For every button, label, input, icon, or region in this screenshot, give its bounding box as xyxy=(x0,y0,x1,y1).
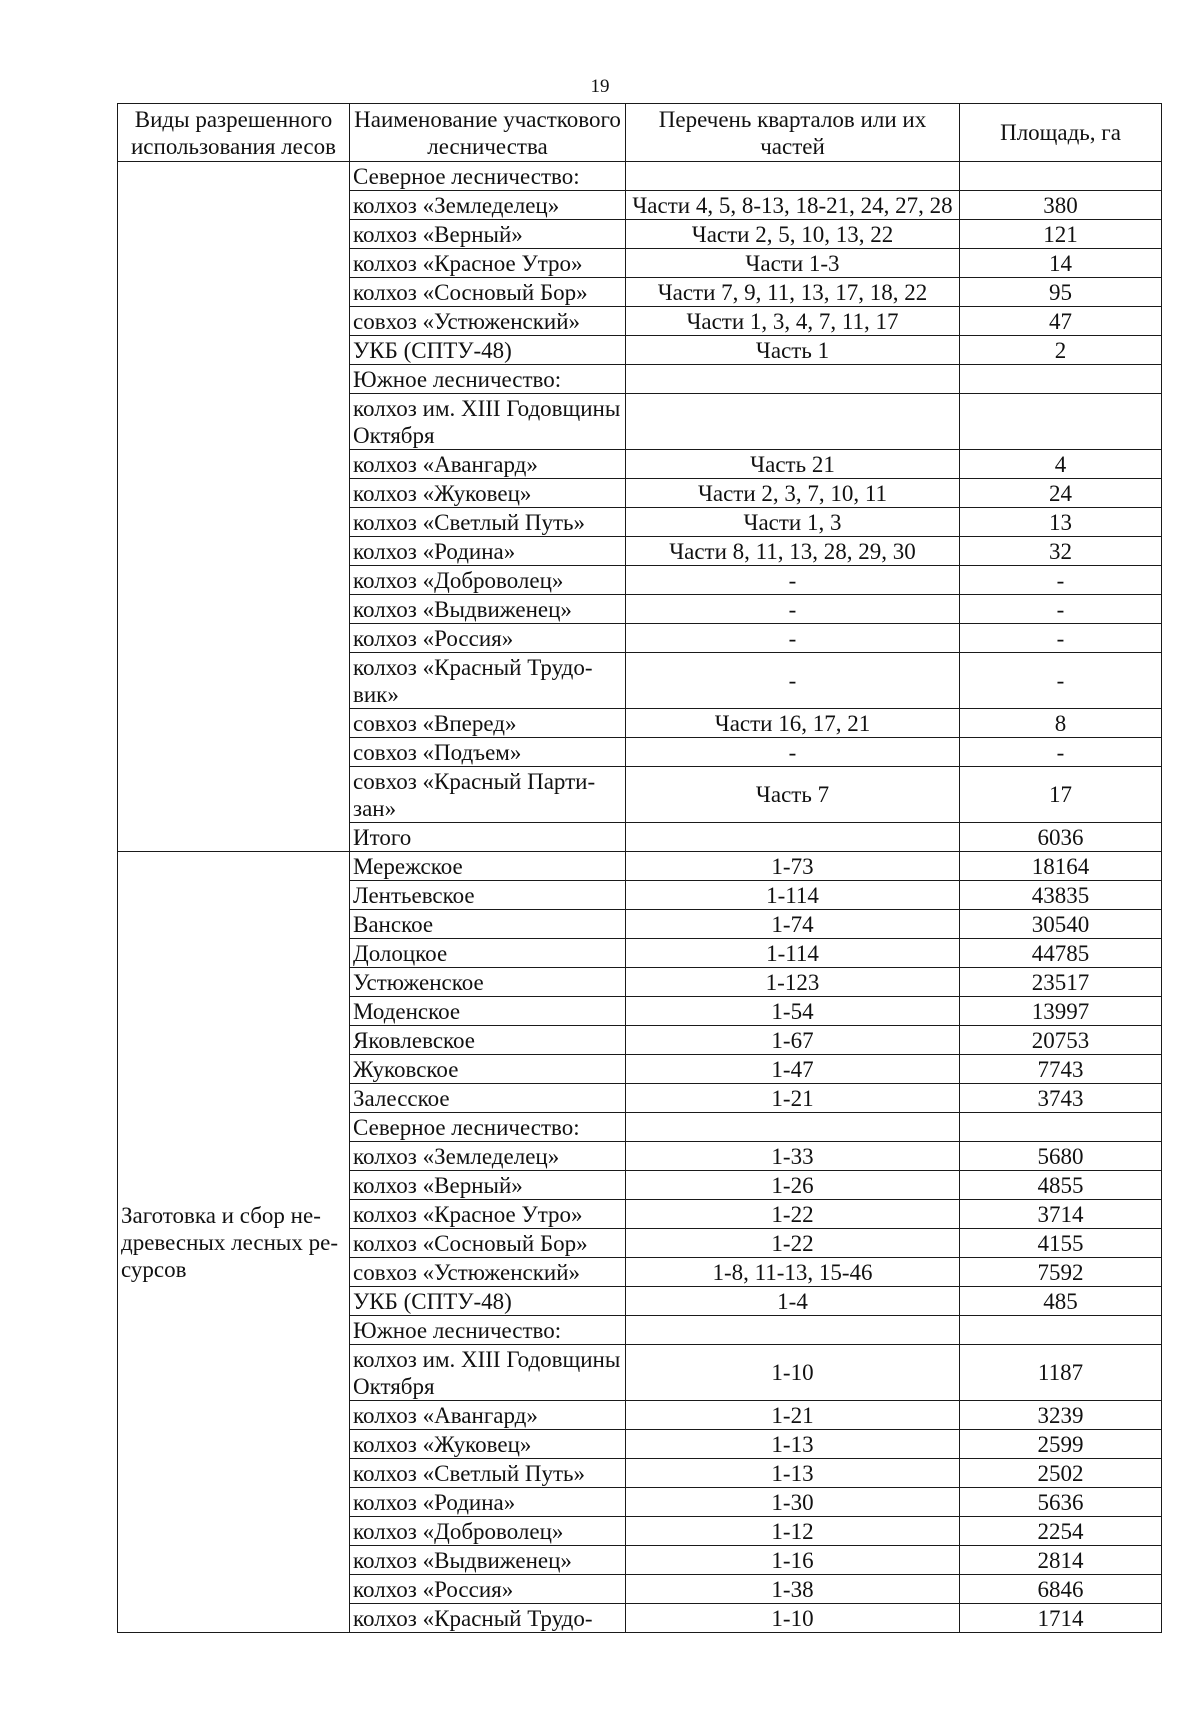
quarters-cell xyxy=(626,1316,960,1345)
quarters-cell: 1-73 xyxy=(626,852,960,881)
table-row xyxy=(118,852,1162,881)
forestry-name-cell: колхоз «Выдвиженец» xyxy=(350,1546,626,1575)
forestry-name-cell: Итого xyxy=(350,823,626,852)
forestry-name-cell: Яковлевское xyxy=(350,1026,626,1055)
area-cell: 24 xyxy=(960,479,1162,508)
forestry-name-cell: Мережское xyxy=(350,852,626,881)
quarters-cell: 1-38 xyxy=(626,1575,960,1604)
area-cell: 6036 xyxy=(960,823,1162,852)
forestry-name-cell: Жуковское xyxy=(350,1055,626,1084)
area-cell: 13 xyxy=(960,508,1162,537)
quarters-cell: Часть 7 xyxy=(626,767,960,823)
header-forestry-name: Наименование участкового лесничества xyxy=(350,104,626,162)
area-cell: - xyxy=(960,566,1162,595)
forest-use-table xyxy=(117,103,1162,1633)
quarters-cell: 1-21 xyxy=(626,1401,960,1430)
quarters-cell: 1-21 xyxy=(626,1084,960,1113)
quarters-cell: - xyxy=(626,624,960,653)
quarters-cell: 1-16 xyxy=(626,1546,960,1575)
forestry-name-cell: совхоз «Устюженский» xyxy=(350,1258,626,1287)
quarters-cell: 1-74 xyxy=(626,910,960,939)
forestry-name-cell: колхоз им. XIII Годовщины Октября xyxy=(350,1345,626,1401)
area-cell: 18164 xyxy=(960,852,1162,881)
forestry-name-cell: Северное лесничество: xyxy=(350,162,626,191)
quarters-cell: 1-67 xyxy=(626,1026,960,1055)
forestry-name-cell: совхоз «Устюженский» xyxy=(350,307,626,336)
area-cell: 3239 xyxy=(960,1401,1162,1430)
area-cell: 2254 xyxy=(960,1517,1162,1546)
quarters-cell: Часть 21 xyxy=(626,450,960,479)
area-cell: 14 xyxy=(960,249,1162,278)
forestry-name-cell: колхоз «Верный» xyxy=(350,1171,626,1200)
quarters-cell: - xyxy=(626,738,960,767)
area-cell: 5680 xyxy=(960,1142,1162,1171)
area-cell: 47 xyxy=(960,307,1162,336)
quarters-cell: - xyxy=(626,566,960,595)
quarters-cell: 1-54 xyxy=(626,997,960,1026)
forestry-name-cell: Долоцкое xyxy=(350,939,626,968)
quarters-cell: - xyxy=(626,653,960,709)
forestry-name-cell: колхоз «Земледелец» xyxy=(350,191,626,220)
table-body xyxy=(118,162,1162,1633)
area-cell: 5636 xyxy=(960,1488,1162,1517)
forestry-name-cell: совхоз «Красный Парти-зан» xyxy=(350,767,626,823)
area-cell: - xyxy=(960,738,1162,767)
forestry-name-cell: колхоз «Светлый Путь» xyxy=(350,1459,626,1488)
forestry-name-cell: колхоз «Светлый Путь» xyxy=(350,508,626,537)
forestry-name-cell: Южное лесничество: xyxy=(350,365,626,394)
header-quarters: Перечень кварталов или их частей xyxy=(626,104,960,162)
area-cell: 2 xyxy=(960,336,1162,365)
area-cell: 3743 xyxy=(960,1084,1162,1113)
area-cell: - xyxy=(960,653,1162,709)
area-cell: 4155 xyxy=(960,1229,1162,1258)
area-cell: 4 xyxy=(960,450,1162,479)
forestry-name-cell: совхоз «Вперед» xyxy=(350,709,626,738)
quarters-cell: - xyxy=(626,595,960,624)
area-cell xyxy=(960,394,1162,450)
area-cell xyxy=(960,162,1162,191)
area-cell: 4855 xyxy=(960,1171,1162,1200)
quarters-cell: 1-123 xyxy=(626,968,960,997)
forestry-name-cell: колхоз «Родина» xyxy=(350,1488,626,1517)
forestry-name-cell: колхоз «Авангард» xyxy=(350,1401,626,1430)
forestry-name-cell: колхоз «Жуковец» xyxy=(350,1430,626,1459)
quarters-cell: 1-22 xyxy=(626,1200,960,1229)
forestry-name-cell: Северное лесничество: xyxy=(350,1113,626,1142)
area-cell: 13997 xyxy=(960,997,1162,1026)
quarters-cell: Части 1, 3, 4, 7, 11, 17 xyxy=(626,307,960,336)
use-type-cell xyxy=(118,162,350,852)
area-cell: 1187 xyxy=(960,1345,1162,1401)
quarters-cell: Части 7, 9, 11, 13, 17, 18, 22 xyxy=(626,278,960,307)
quarters-cell: 1-10 xyxy=(626,1604,960,1633)
area-cell: 43835 xyxy=(960,881,1162,910)
area-cell: 20753 xyxy=(960,1026,1162,1055)
area-cell: 32 xyxy=(960,537,1162,566)
area-cell: - xyxy=(960,624,1162,653)
area-cell: 380 xyxy=(960,191,1162,220)
forestry-name-cell: УКБ (СПТУ-48) xyxy=(350,1287,626,1316)
table-row xyxy=(118,162,1162,191)
quarters-cell: 1-47 xyxy=(626,1055,960,1084)
quarters-cell: Части 4, 5, 8-13, 18-21, 24, 27, 28 xyxy=(626,191,960,220)
forestry-name-cell: колхоз «Сосновый Бор» xyxy=(350,1229,626,1258)
area-cell: 2814 xyxy=(960,1546,1162,1575)
forestry-name-cell: колхоз «Красный Трудо- xyxy=(350,1604,626,1633)
quarters-cell: Части 8, 11, 13, 28, 29, 30 xyxy=(626,537,960,566)
forestry-name-cell: колхоз «Выдвиженец» xyxy=(350,595,626,624)
area-cell: 121 xyxy=(960,220,1162,249)
quarters-cell: Части 2, 5, 10, 13, 22 xyxy=(626,220,960,249)
quarters-cell xyxy=(626,162,960,191)
quarters-cell: Часть 1 xyxy=(626,336,960,365)
forestry-name-cell: колхоз «Доброволец» xyxy=(350,1517,626,1546)
forestry-name-cell: Залесское xyxy=(350,1084,626,1113)
quarters-cell: 1-4 xyxy=(626,1287,960,1316)
forestry-name-cell: колхоз «Россия» xyxy=(350,1575,626,1604)
area-cell: 95 xyxy=(960,278,1162,307)
area-cell: 30540 xyxy=(960,910,1162,939)
quarters-cell: 1-114 xyxy=(626,939,960,968)
quarters-cell xyxy=(626,365,960,394)
quarters-cell xyxy=(626,394,960,450)
forestry-name-cell: Моденское xyxy=(350,997,626,1026)
forestry-name-cell: колхоз «Жуковец» xyxy=(350,479,626,508)
forestry-name-cell: Ванское xyxy=(350,910,626,939)
quarters-cell: 1-10 xyxy=(626,1345,960,1401)
quarters-cell: 1-8, 11-13, 15-46 xyxy=(626,1258,960,1287)
header-area: Площадь, га xyxy=(960,104,1162,162)
forestry-name-cell: колхоз «Верный» xyxy=(350,220,626,249)
quarters-cell: 1-30 xyxy=(626,1488,960,1517)
area-cell: - xyxy=(960,595,1162,624)
header-row xyxy=(118,104,1162,162)
area-cell: 2599 xyxy=(960,1430,1162,1459)
area-cell: 7592 xyxy=(960,1258,1162,1287)
area-cell xyxy=(960,1113,1162,1142)
area-cell: 6846 xyxy=(960,1575,1162,1604)
forestry-name-cell: совхоз «Подъем» xyxy=(350,738,626,767)
forestry-name-cell: колхоз «Доброволец» xyxy=(350,566,626,595)
forestry-name-cell: колхоз «Родина» xyxy=(350,537,626,566)
quarters-cell: 1-13 xyxy=(626,1459,960,1488)
area-cell: 8 xyxy=(960,709,1162,738)
area-cell: 2502 xyxy=(960,1459,1162,1488)
quarters-cell: Части 1, 3 xyxy=(626,508,960,537)
forestry-name-cell: колхоз «Авангард» xyxy=(350,450,626,479)
forestry-name-cell: УКБ (СПТУ-48) xyxy=(350,336,626,365)
quarters-cell: 1-22 xyxy=(626,1229,960,1258)
quarters-cell: 1-33 xyxy=(626,1142,960,1171)
forestry-name-cell: колхоз «Россия» xyxy=(350,624,626,653)
quarters-cell: 1-114 xyxy=(626,881,960,910)
quarters-cell: 1-12 xyxy=(626,1517,960,1546)
forestry-name-cell: колхоз «Красное Утро» xyxy=(350,249,626,278)
area-cell xyxy=(960,365,1162,394)
forestry-name-cell: колхоз им. XIII Годовщины Октября xyxy=(350,394,626,450)
quarters-cell: 1-26 xyxy=(626,1171,960,1200)
forestry-name-cell: колхоз «Красное Утро» xyxy=(350,1200,626,1229)
forestry-name-cell: Южное лесничество: xyxy=(350,1316,626,1345)
area-cell: 3714 xyxy=(960,1200,1162,1229)
area-cell: 17 xyxy=(960,767,1162,823)
area-cell: 1714 xyxy=(960,1604,1162,1633)
area-cell: 485 xyxy=(960,1287,1162,1316)
area-cell: 23517 xyxy=(960,968,1162,997)
quarters-cell xyxy=(626,823,960,852)
quarters-cell: 1-13 xyxy=(626,1430,960,1459)
area-cell xyxy=(960,1316,1162,1345)
forestry-name-cell: колхоз «Сосновый Бор» xyxy=(350,278,626,307)
quarters-cell: Части 16, 17, 21 xyxy=(626,709,960,738)
quarters-cell: Части 2, 3, 7, 10, 11 xyxy=(626,479,960,508)
forestry-name-cell: колхоз «Земледелец» xyxy=(350,1142,626,1171)
forestry-name-cell: колхоз «Красный Трудо-вик» xyxy=(350,653,626,709)
use-type-cell: Заготовка и сбор не-древесных лесных ре-сурсов xyxy=(118,852,350,1633)
area-cell: 7743 xyxy=(960,1055,1162,1084)
quarters-cell: Части 1-3 xyxy=(626,249,960,278)
forestry-name-cell: Лентьевское xyxy=(350,881,626,910)
page-number: 19 xyxy=(590,76,610,97)
area-cell: 44785 xyxy=(960,939,1162,968)
header-use-type: Виды разрешенного использования лесов xyxy=(118,104,350,162)
forestry-name-cell: Устюженское xyxy=(350,968,626,997)
quarters-cell xyxy=(626,1113,960,1142)
